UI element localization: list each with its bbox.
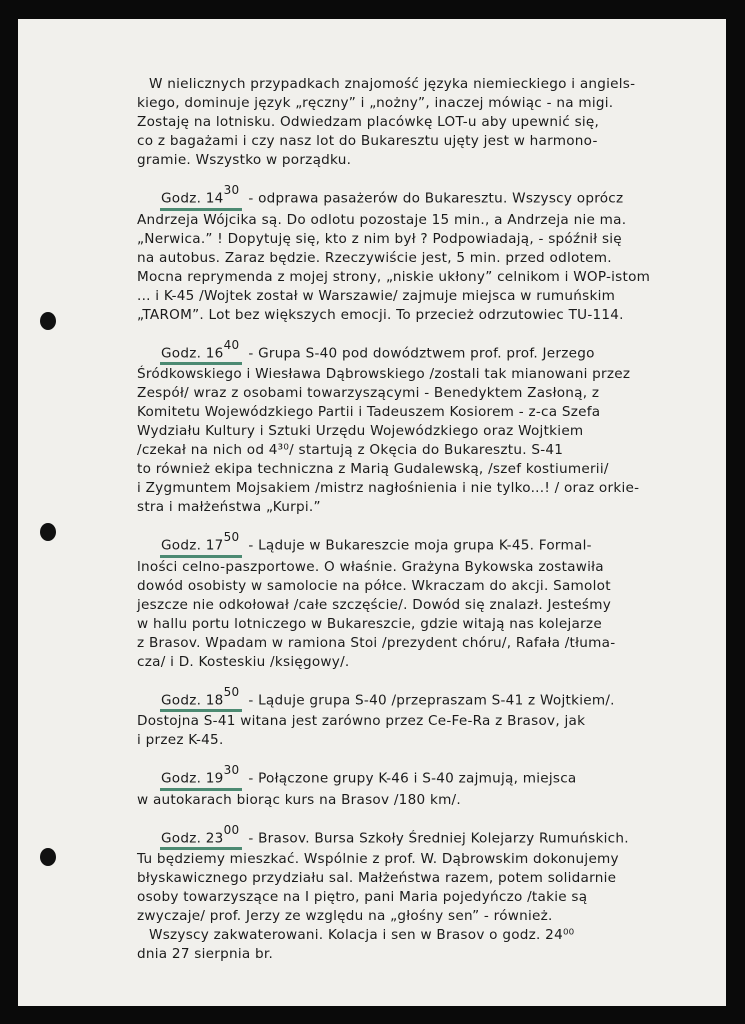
text-line: w hallu portu lotniczego w Bukareszcie, gdzie witają nas kolejarze: [137, 615, 602, 632]
paragraph-1640: [137, 339, 692, 518]
text-line: Wszyscy zakwaterowani. Kolacja i sen w Brasov o godz. 24⁰⁰: [149, 927, 575, 944]
punch-hole-icon: [40, 523, 56, 541]
text-line: „Nerwica.” ! Dopytuję się, kto z nim był ? Podpowiadają, - spóźnił się: [137, 230, 622, 247]
paragraph-1430: [137, 184, 692, 325]
text-line: i Zygmuntem Mojsakiem /mistrz nagłośnienia i nie tylko...! / oraz orkie-: [137, 480, 640, 497]
text-line: Zostaję na lotnisku. Odwiedzam placówkę LOT-u aby upewnić się,: [137, 114, 600, 130]
text-line: co z bagażami i czy nasz lot do Bukaresztu ujęty jest w harmono-: [137, 133, 598, 149]
text-line: dowód osobisty w samolocie na półce. Wkraczam do akcji. Samolot: [137, 577, 611, 594]
time-heading: Godz. $23^{00}$: [160, 824, 242, 851]
text-line: dnia 27 sierpnia br.: [137, 946, 274, 963]
text-line: zwyczaje/ prof. Jerzy ze względu na „głośny sen” - również.: [137, 908, 553, 925]
paragraph-1750: [137, 531, 692, 672]
punch-hole-icon: [40, 312, 56, 330]
text-line: Mocna reprymenda z mojej strony, „niskie ukłony” celnikom i WOP-istom: [137, 268, 651, 285]
paragraph-intro: [137, 75, 692, 170]
text-line: Godz. $23^{00}-$ Brasov. Bursa Szkoły Średniej Kolejarzy Rumuńskich.: [137, 824, 692, 851]
text-line: Komitetu Wojewódzkiego Partii i Tadeuszem Kosiorem - z-ca Szefa: [137, 404, 601, 421]
text-line: ... i K-45 /Wojtek został w Warszawie/ zajmuje miejsca w rumuńskim: [137, 287, 616, 304]
paragraph-1930: [137, 764, 692, 810]
text-line: na autobus. Zaraz będzie. Rzeczywiście jest, 5 min. przed odlotem.: [137, 249, 612, 266]
text-line: W nielicznych przypadkach znajomość języka niemieckiego i angiels-: [149, 76, 636, 92]
text-line: cza/ i D. Kosteskiu /księgowy/.: [137, 653, 350, 670]
text-line: to również ekipa techniczna z Marią Gudalewską, /szef kostiumerii/: [137, 461, 609, 478]
time-heading: Godz. $19^{30}$: [160, 764, 242, 791]
text-line: jeszcze nie odkołował /całe szczęście/. Dowód się znalazł. Jesteśmy: [137, 596, 612, 613]
text-line: z Brasov. Wpadam w ramiona Stoi /prezydent chóru/, Rafała /tłuma-: [137, 634, 616, 651]
text-line: „TAROM”. Lot bez większych emocji. To przecież odrzutowiec TU-114.: [137, 306, 624, 323]
text-line: Godz. $16^{40}-$ Grupa S-40 pod dowództwem prof. prof. Jerzego: [137, 339, 692, 366]
text-line: Andrzeja Wójcika są. Do odlotu pozostaje 15 min., a Andrzeja nie ma.: [137, 211, 627, 228]
time-heading: Godz. $17^{50}$: [160, 531, 242, 558]
text-line: błyskawicznego przydziału sal. Małżeństwa razem, potem solidarnie: [137, 870, 617, 887]
text-line: Godz. $18^{50}-$ Ląduje grupa S-40 /przepraszam S-41 z Wojtkiem/.: [137, 686, 692, 713]
text-line: gramie. Wszystko w porządku.: [137, 152, 352, 168]
text-line: Dostojna S-41 witana jest zarówno przez Ce-Fe-Ra z Brasov, jak: [137, 713, 586, 730]
time-heading: Godz. $16^{40}$: [160, 339, 242, 366]
text-line: Tu będziemy mieszkać. Wspólnie z prof. W. Dąbrowskim dokonujemy: [137, 851, 619, 868]
typewritten-text: [137, 75, 692, 978]
time-heading: Godz. $18^{50}$: [160, 686, 242, 713]
text-line: osoby towarzyszące na I piętro, pani Maria pojedyńczo /takie są: [137, 889, 588, 906]
paragraph-2300: [137, 824, 692, 965]
text-line: Zespół/ wraz z osobami towarzyszącymi - Benedyktem Zasłoną, z: [137, 385, 600, 402]
text-line: Godz. $19^{30}-$ Połączone grupy K-46 i S-40 zajmują, miejsca: [137, 764, 692, 791]
paragraph-1850: [137, 686, 692, 751]
text-line: i przez K-45.: [137, 732, 224, 749]
text-line: Wydziału Kultury i Sztuki Urzędu Wojewódzkiego oraz Wojtkiem: [137, 423, 584, 440]
text-line: lności celno-paszportowe. O właśnie. Grażyna Bykowska zostawiła: [137, 558, 604, 575]
text-line: Godz. $14^{30}-$ odprawa pasażerów do Bukaresztu. Wszyscy oprócz: [137, 184, 692, 211]
text-line: /czekał na nich od 4³⁰/ startują z Okęcia do Bukaresztu. S-41: [137, 442, 564, 459]
text-line: kiego, dominuje język „ręczny” i „nożny”, inaczej mówiąc - na migi.: [137, 95, 614, 111]
text-line: w autokarach biorąc kurs na Brasov /180 km/.: [137, 791, 461, 808]
punch-hole-icon: [40, 848, 56, 866]
text-line: Śródkowskiego i Wiesława Dąbrowskiego /zostali tak mianowani przez: [137, 366, 631, 383]
text-line: stra i małżeństwa „Kurpi.”: [137, 499, 321, 516]
time-heading: Godz. $14^{30}$: [160, 184, 242, 211]
text-line: Godz. $17^{50}-$ Ląduje w Bukareszcie moja grupa K-45. Formal-: [137, 531, 692, 558]
